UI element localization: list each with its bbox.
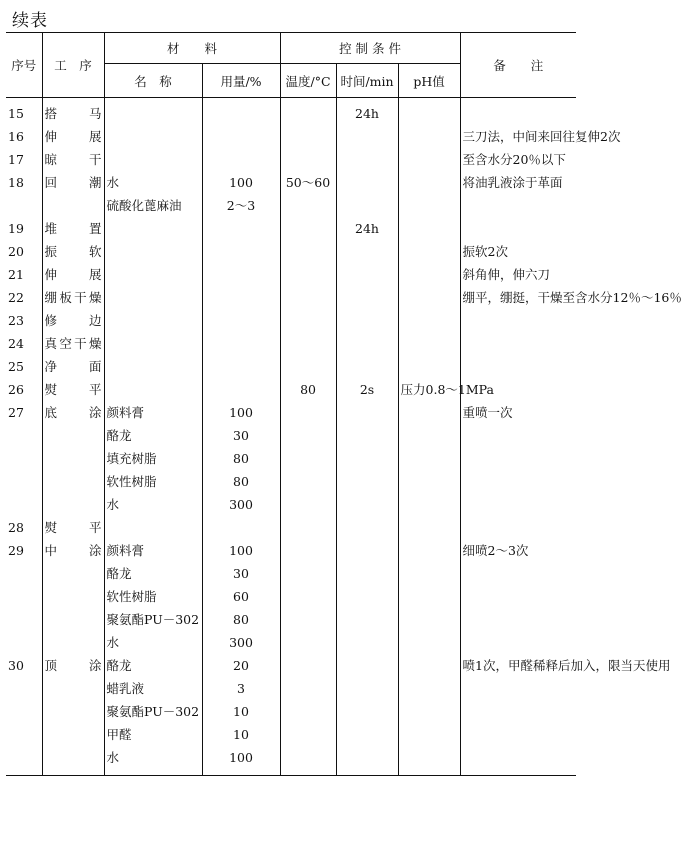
process-name bbox=[42, 472, 104, 495]
material-amount bbox=[202, 334, 280, 357]
remark-text bbox=[460, 610, 576, 633]
row-number: 20 bbox=[8, 244, 24, 259]
table-row bbox=[6, 564, 576, 587]
ph-value bbox=[398, 725, 460, 748]
process-name: 中涂 bbox=[42, 541, 104, 564]
row-number bbox=[6, 426, 42, 449]
table-row bbox=[6, 127, 576, 150]
table-row bbox=[6, 98, 576, 128]
material-amount: 20 bbox=[202, 656, 280, 679]
time-value bbox=[336, 587, 398, 610]
temperature-value bbox=[280, 472, 336, 495]
time-value bbox=[336, 150, 398, 173]
material-amount: 30 bbox=[202, 564, 280, 587]
table-row bbox=[6, 242, 576, 265]
material-amount bbox=[202, 380, 280, 403]
header-remarks: 备 注 bbox=[460, 33, 576, 98]
process-name bbox=[42, 564, 104, 587]
time-value bbox=[336, 334, 398, 357]
remark-text bbox=[460, 311, 576, 334]
row-number: 25 bbox=[8, 359, 24, 374]
material-amount: 3 bbox=[202, 679, 280, 702]
remark-text bbox=[460, 357, 576, 380]
process-name: 修边 bbox=[42, 311, 104, 334]
temperature-value bbox=[280, 403, 336, 426]
temperature-value bbox=[280, 311, 336, 334]
remark-text bbox=[460, 98, 576, 128]
row-number bbox=[6, 495, 42, 518]
material-amount bbox=[202, 127, 280, 150]
ph-value bbox=[398, 472, 460, 495]
temperature-value bbox=[280, 265, 336, 288]
material-name: 甲醛 bbox=[104, 725, 202, 748]
material-name: 酪龙 bbox=[104, 426, 202, 449]
ph-value bbox=[398, 288, 460, 311]
time-value bbox=[336, 311, 398, 334]
temperature-value bbox=[280, 334, 336, 357]
row-number bbox=[6, 587, 42, 610]
remark-text bbox=[460, 725, 576, 748]
header-material-name: 名 称 bbox=[104, 64, 202, 98]
material-name: 聚氨酯PU－302 bbox=[104, 702, 202, 725]
temperature-value bbox=[280, 150, 336, 173]
row-number bbox=[6, 725, 42, 748]
process-table bbox=[6, 32, 682, 776]
material-amount bbox=[202, 242, 280, 265]
material-name bbox=[104, 357, 202, 380]
process-name: 熨平 bbox=[42, 380, 104, 403]
material-name: 软性树脂 bbox=[104, 472, 202, 495]
time-value bbox=[336, 403, 398, 426]
ph-value bbox=[398, 449, 460, 472]
temperature-value bbox=[280, 196, 336, 219]
table-row bbox=[6, 702, 576, 725]
temperature-value bbox=[280, 426, 336, 449]
process-name: 伸展 bbox=[42, 127, 104, 150]
row-number bbox=[6, 449, 42, 472]
material-name: 酪龙 bbox=[104, 656, 202, 679]
header-amount: 用量/% bbox=[202, 64, 280, 98]
row-number: 28 bbox=[8, 520, 24, 535]
temperature-value bbox=[280, 288, 336, 311]
time-value bbox=[336, 449, 398, 472]
process-name: 振软 bbox=[42, 242, 104, 265]
ph-value bbox=[398, 150, 460, 173]
header-time: 时间/min bbox=[336, 64, 398, 98]
row-number bbox=[6, 610, 42, 633]
header-materials: 材 料 bbox=[104, 33, 280, 64]
ph-value bbox=[398, 679, 460, 702]
temperature-value bbox=[280, 656, 336, 679]
time-value bbox=[336, 127, 398, 150]
temperature-value bbox=[280, 564, 336, 587]
time-value: 24h bbox=[336, 98, 398, 128]
time-value bbox=[336, 610, 398, 633]
table-row bbox=[6, 610, 576, 633]
process-name bbox=[42, 587, 104, 610]
material-amount bbox=[202, 219, 280, 242]
material-amount: 10 bbox=[202, 725, 280, 748]
ph-value bbox=[398, 403, 460, 426]
header-ph: pH值 bbox=[398, 64, 460, 98]
material-amount: 30 bbox=[202, 426, 280, 449]
material-amount bbox=[202, 518, 280, 541]
table-row bbox=[6, 357, 576, 380]
table-row bbox=[6, 587, 576, 610]
process-name: 顶涂 bbox=[42, 656, 104, 679]
row-number bbox=[6, 564, 42, 587]
ph-value bbox=[398, 127, 460, 150]
material-name bbox=[104, 380, 202, 403]
temperature-value bbox=[280, 702, 336, 725]
process-name: 搭马 bbox=[42, 98, 104, 128]
material-name bbox=[104, 265, 202, 288]
process-name: 绷板干燥 bbox=[42, 288, 104, 311]
material-name: 聚氨酯PU－302 bbox=[104, 610, 202, 633]
row-number: 26 bbox=[8, 382, 24, 397]
process-name bbox=[42, 449, 104, 472]
time-value bbox=[336, 173, 398, 196]
material-name bbox=[104, 242, 202, 265]
remark-text bbox=[460, 587, 576, 610]
time-value bbox=[336, 748, 398, 776]
table-row bbox=[6, 679, 576, 702]
header-no: 序号 bbox=[6, 33, 42, 98]
material-amount bbox=[202, 98, 280, 128]
process-name bbox=[42, 495, 104, 518]
row-number: 27 bbox=[8, 405, 24, 420]
time-value bbox=[336, 288, 398, 311]
material-name: 水 bbox=[104, 748, 202, 776]
material-amount: 100 bbox=[202, 748, 280, 776]
material-amount bbox=[202, 311, 280, 334]
process-name: 晾干 bbox=[42, 150, 104, 173]
row-number: 16 bbox=[8, 129, 24, 144]
table-row bbox=[6, 380, 576, 403]
ph-value bbox=[398, 173, 460, 196]
row-number: 21 bbox=[8, 267, 24, 282]
table-row bbox=[6, 518, 576, 541]
process-name bbox=[42, 702, 104, 725]
table-row bbox=[6, 403, 576, 426]
material-amount bbox=[202, 265, 280, 288]
table-row bbox=[6, 219, 576, 242]
remark-text: 至含水分20％以下 bbox=[460, 150, 576, 173]
ph-value bbox=[398, 564, 460, 587]
temperature-value bbox=[280, 725, 336, 748]
ph-value bbox=[398, 495, 460, 518]
temperature-value bbox=[280, 679, 336, 702]
material-name: 水 bbox=[104, 633, 202, 656]
process-name bbox=[42, 196, 104, 219]
material-name bbox=[104, 150, 202, 173]
temperature-value: 80 bbox=[280, 380, 336, 403]
table-row bbox=[6, 150, 576, 173]
time-value bbox=[336, 242, 398, 265]
material-amount: 80 bbox=[202, 472, 280, 495]
temperature-value bbox=[280, 541, 336, 564]
material-name bbox=[104, 98, 202, 128]
remark-text bbox=[460, 679, 576, 702]
material-name bbox=[104, 127, 202, 150]
material-amount: 80 bbox=[202, 449, 280, 472]
table-body bbox=[6, 98, 682, 776]
time-value bbox=[336, 265, 398, 288]
remark-text bbox=[460, 196, 576, 219]
process-name bbox=[42, 610, 104, 633]
temperature-value: 50～60 bbox=[280, 173, 336, 196]
remark-text: 喷1次，甲醛稀释后加入，限当天使用 bbox=[460, 656, 576, 679]
table-row bbox=[6, 288, 576, 311]
temperature-value bbox=[280, 633, 336, 656]
process-name bbox=[42, 426, 104, 449]
ph-value bbox=[398, 541, 460, 564]
ph-value bbox=[398, 702, 460, 725]
row-number: 15 bbox=[8, 106, 24, 121]
table-row bbox=[6, 472, 576, 495]
temperature-value bbox=[280, 610, 336, 633]
ph-value bbox=[398, 518, 460, 541]
ph-value bbox=[398, 587, 460, 610]
temperature-value bbox=[280, 98, 336, 128]
remark-text: 斜角伸，伸六刀 bbox=[460, 265, 576, 288]
remark-text: 三刀法，中间来回往复伸2次 bbox=[460, 127, 576, 150]
ph-value bbox=[398, 219, 460, 242]
remark-text: 重喷一次 bbox=[460, 403, 576, 426]
material-name: 酪龙 bbox=[104, 564, 202, 587]
process-name bbox=[42, 748, 104, 776]
row-number: 22 bbox=[8, 290, 24, 305]
material-amount: 10 bbox=[202, 702, 280, 725]
ph-value bbox=[398, 357, 460, 380]
process-name: 底涂 bbox=[42, 403, 104, 426]
material-amount: 100 bbox=[202, 403, 280, 426]
process-name: 堆置 bbox=[42, 219, 104, 242]
time-value bbox=[336, 633, 398, 656]
material-amount: 60 bbox=[202, 587, 280, 610]
time-value: 2s bbox=[336, 380, 398, 403]
table-row bbox=[6, 656, 576, 679]
material-amount bbox=[202, 357, 280, 380]
table-row bbox=[6, 426, 576, 449]
table-row bbox=[6, 541, 576, 564]
time-value bbox=[336, 472, 398, 495]
ph-value bbox=[398, 633, 460, 656]
remark-text bbox=[460, 334, 576, 357]
ph-value bbox=[398, 311, 460, 334]
header-process: 工 序 bbox=[42, 33, 104, 98]
remark-text: 振软2次 bbox=[460, 242, 576, 265]
time-value bbox=[336, 702, 398, 725]
process-name: 回潮 bbox=[42, 173, 104, 196]
table-row bbox=[6, 173, 576, 196]
temperature-value bbox=[280, 748, 336, 776]
header-temperature: 温度/°C bbox=[280, 64, 336, 98]
time-value bbox=[336, 679, 398, 702]
table-row bbox=[6, 748, 576, 776]
row-number bbox=[6, 702, 42, 725]
table-row bbox=[6, 495, 576, 518]
process-name: 净面 bbox=[42, 357, 104, 380]
material-name: 硫酸化蓖麻油 bbox=[104, 196, 202, 219]
table-row bbox=[6, 449, 576, 472]
process-name: 真空干燥 bbox=[42, 334, 104, 357]
temperature-value bbox=[280, 219, 336, 242]
row-number bbox=[6, 679, 42, 702]
remark-text bbox=[460, 472, 576, 495]
remark-text bbox=[460, 564, 576, 587]
table-row bbox=[6, 265, 576, 288]
ph-value bbox=[398, 426, 460, 449]
row-number: 23 bbox=[8, 313, 24, 328]
temperature-value bbox=[280, 518, 336, 541]
ph-value: 压力0.8～1MPa bbox=[398, 380, 460, 403]
ph-value bbox=[398, 748, 460, 776]
ph-value bbox=[398, 265, 460, 288]
remark-text bbox=[460, 748, 576, 776]
material-amount: 100 bbox=[202, 173, 280, 196]
remark-text bbox=[460, 702, 576, 725]
material-amount: 300 bbox=[202, 633, 280, 656]
material-name bbox=[104, 334, 202, 357]
material-name: 颜料膏 bbox=[104, 403, 202, 426]
page-title: 续表 bbox=[12, 11, 48, 31]
table-row bbox=[6, 633, 576, 656]
row-number: 30 bbox=[8, 658, 24, 673]
ph-value bbox=[398, 242, 460, 265]
row-number bbox=[6, 633, 42, 656]
remark-text: 绷平，绷挺，干燥至含水分12％～16％ bbox=[460, 288, 576, 311]
row-number: 19 bbox=[8, 221, 24, 236]
remark-text bbox=[460, 495, 576, 518]
time-value bbox=[336, 426, 398, 449]
temperature-value bbox=[280, 242, 336, 265]
table-row bbox=[6, 311, 576, 334]
temperature-value bbox=[280, 127, 336, 150]
material-amount: 100 bbox=[202, 541, 280, 564]
ph-value bbox=[398, 334, 460, 357]
row-number bbox=[6, 748, 42, 776]
ph-value bbox=[398, 610, 460, 633]
material-name bbox=[104, 311, 202, 334]
temperature-value bbox=[280, 357, 336, 380]
remark-text: 将油乳液涂于革面 bbox=[460, 173, 576, 196]
material-amount bbox=[202, 150, 280, 173]
temperature-value bbox=[280, 495, 336, 518]
time-value: 24h bbox=[336, 219, 398, 242]
material-name: 颜料膏 bbox=[104, 541, 202, 564]
row-number: 17 bbox=[8, 152, 24, 167]
material-amount: 80 bbox=[202, 610, 280, 633]
process-name bbox=[42, 679, 104, 702]
remark-text bbox=[460, 449, 576, 472]
time-value bbox=[336, 541, 398, 564]
material-name: 软性树脂 bbox=[104, 587, 202, 610]
header-control-conditions: 控 制 条 件 bbox=[280, 33, 460, 64]
process-name: 熨平 bbox=[42, 518, 104, 541]
material-amount bbox=[202, 288, 280, 311]
material-name bbox=[104, 518, 202, 541]
material-name: 填充树脂 bbox=[104, 449, 202, 472]
table-row bbox=[6, 334, 576, 357]
remark-text bbox=[460, 426, 576, 449]
table-row bbox=[6, 725, 576, 748]
row-number: 24 bbox=[8, 336, 24, 351]
time-value bbox=[336, 564, 398, 587]
time-value bbox=[336, 725, 398, 748]
table-row bbox=[6, 196, 576, 219]
temperature-value bbox=[280, 587, 336, 610]
row-number bbox=[6, 472, 42, 495]
remark-text bbox=[460, 633, 576, 656]
material-name: 水 bbox=[104, 173, 202, 196]
material-name: 水 bbox=[104, 495, 202, 518]
material-name: 蜡乳液 bbox=[104, 679, 202, 702]
time-value bbox=[336, 656, 398, 679]
ph-value bbox=[398, 196, 460, 219]
row-number: 29 bbox=[8, 543, 24, 558]
temperature-value bbox=[280, 449, 336, 472]
material-name bbox=[104, 288, 202, 311]
row-number: 18 bbox=[8, 175, 24, 190]
material-amount: 300 bbox=[202, 495, 280, 518]
time-value bbox=[336, 518, 398, 541]
material-amount: 2～3 bbox=[202, 196, 280, 219]
ph-value bbox=[398, 656, 460, 679]
time-value bbox=[336, 495, 398, 518]
process-name bbox=[42, 725, 104, 748]
process-name bbox=[42, 633, 104, 656]
remark-text bbox=[460, 518, 576, 541]
ph-value bbox=[398, 98, 460, 128]
time-value bbox=[336, 357, 398, 380]
process-name: 伸展 bbox=[42, 265, 104, 288]
time-value bbox=[336, 196, 398, 219]
row-number bbox=[6, 196, 42, 219]
material-name bbox=[104, 219, 202, 242]
remark-text: 细喷2～3次 bbox=[460, 541, 576, 564]
remark-text bbox=[460, 219, 576, 242]
